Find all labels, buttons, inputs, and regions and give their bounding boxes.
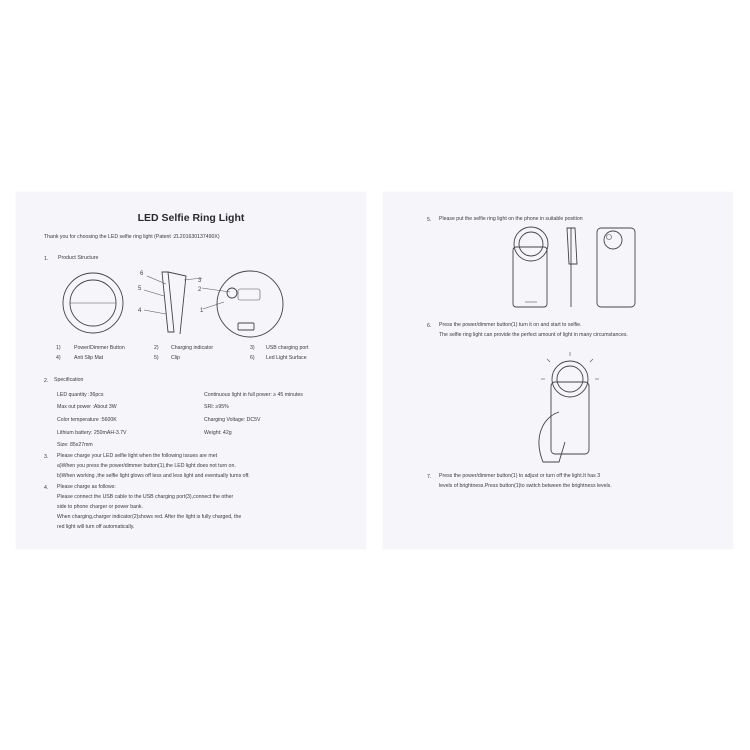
part-4-number: 4) (56, 355, 61, 361)
ring-on-phone-inner (519, 232, 543, 256)
part-2-label: Charging indicator (171, 345, 214, 351)
part-6-label: Led Light Surface (266, 355, 307, 361)
anti-slip-mat (238, 323, 254, 330)
section-2-heading: Specification (54, 377, 84, 383)
ring-on-phone-back (604, 231, 622, 249)
manual-page-right (383, 192, 733, 549)
part-3-label: USB charging port (266, 345, 309, 351)
callout-5: 5 (138, 286, 142, 292)
callout-4: 4 (138, 308, 142, 314)
spec-battery: Lithium battery: 250mAH-3.7V (57, 430, 127, 436)
hand-holding-phone-illustration (539, 352, 599, 462)
section-4-number: 4. (44, 485, 49, 491)
spec-sri: SRI: ≥95% (204, 404, 229, 410)
section-5-number: 5. (427, 217, 432, 223)
manual-page-left (16, 192, 366, 549)
section-3-line-1: Please charge your LED selfie light when the following issues are met (57, 453, 218, 459)
section-4-line-2: Please connect the USB cable to the USB charging port(3),connect the other (57, 494, 234, 500)
part-5-number: 5) (154, 355, 159, 361)
phone-back (597, 228, 635, 307)
section-6-number: 6. (427, 323, 432, 329)
section-4-line-4: When charging,charger indicator(2)shows red. After the light is fully charged, the (57, 514, 242, 520)
spec-weight: Weight: 42g (204, 430, 232, 436)
spec-size: Size: 85x27mm (57, 442, 93, 448)
part-6-number: 6) (250, 355, 255, 361)
section-7-line-1: Press the power/dimmer button(1) to adjust or turn off the light.It has 3 (439, 473, 601, 479)
part-2-number: 2) (154, 345, 159, 351)
section-3-line-2: a)When you press the power/dimmer button(1),the LED light does not turn on. (57, 463, 236, 469)
part-4-label: Anti Slip Mat (74, 355, 104, 361)
section-6-line-2: The selfie ring light can provide the perfect amount of light in many circumstances. (439, 332, 628, 338)
callout-3: 3 (198, 278, 202, 284)
intro-text: Thank you for choosing the LED selfie ring light (Patent :ZL201630137490X) (44, 234, 220, 240)
callout-6: 6 (140, 271, 144, 277)
section-1-heading: Product Structure (58, 255, 99, 261)
clip-on-phone-side (567, 228, 577, 264)
ring-light-side-view (162, 272, 174, 332)
section-4-line-3: side to phone charger or power bank. (57, 504, 143, 510)
spec-max-power: Max out power :About 3W (57, 404, 117, 410)
spec-led-quantity: LED quantity :36pcs (57, 392, 104, 398)
ring-light-back-outer (217, 271, 283, 337)
section-2-number: 2. (44, 378, 49, 384)
part-1-number: 1) (56, 345, 61, 351)
hand-outline (539, 412, 565, 462)
lit-ring-inner (557, 366, 583, 392)
section-1-number: 1. (44, 256, 49, 262)
spec-continuous-light: Continuous light in full power: ≥ 45 minutes (204, 392, 303, 398)
part-5-label: Clip (171, 355, 180, 361)
mounting-diagram (383, 192, 733, 549)
part-1-label: Power/Dimmer Button (74, 345, 125, 351)
spec-charging-voltage: Charging Voltage: DC5V (204, 417, 261, 423)
spec-color-temperature: Color temperature :5600K (57, 417, 117, 423)
usb-port-area (238, 289, 260, 300)
section-7-line-2: levels of brightness.Press button(1)to switch between the brightness levels. (439, 483, 612, 489)
section-4-line-5: red light will turn off automatically. (57, 524, 135, 530)
power-button-circle (227, 288, 237, 298)
section-3-line-3: b)When working ,the selfie light glows off less and less light and eventually turns off. (57, 473, 250, 479)
section-3-number: 3. (44, 454, 49, 460)
callout-2: 2 (198, 287, 202, 293)
manual-title: LED Selfie Ring Light (137, 212, 245, 224)
callout-1: 1 (200, 308, 204, 314)
part-3-number: 3) (250, 345, 255, 351)
section-4-line-1: Please charge as follows: (57, 484, 116, 490)
section-6-line-1: Press the power/dimmer button(1) turn it on and start to selfie. (439, 322, 582, 328)
section-5-text: Please put the selfie ring light on the phone in suitable position (439, 216, 583, 222)
phone-in-hand (551, 382, 589, 454)
section-7-number: 7. (427, 474, 432, 480)
